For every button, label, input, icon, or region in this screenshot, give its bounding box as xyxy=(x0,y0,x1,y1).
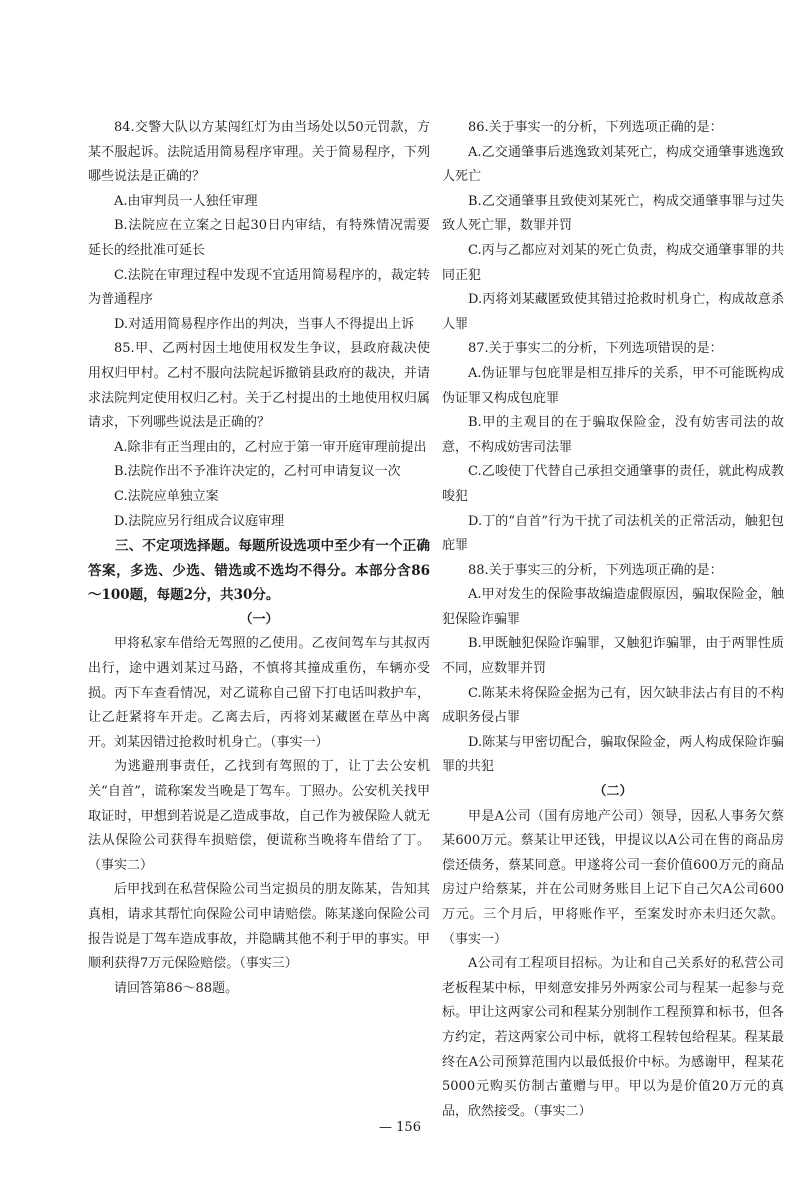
right-paragraph: C.丙与乙都应对刘某的死亡负责，构成交通肇事罪的共同正犯 xyxy=(442,242,784,283)
right-paragraph: B.甲既触犯保险诈骗罪，又触犯诈骗罪，由于两罪性质不同，应数罪并罚 xyxy=(442,636,784,677)
right-paragraph: A.伪证罪与包庇罪是相互排斥的关系，甲不可能既构成伪证罪又构成包庇罪 xyxy=(442,365,784,406)
right-paragraph: D.丙将刘某藏匿致使其错过抢救时机身亡，构成故意杀人罪 xyxy=(442,292,784,332)
right-paragraph: B.甲的主观目的在于骗取保险金，没有妨害司法的故意，不构成妨害司法罪 xyxy=(442,415,784,455)
right-paragraph: C.陈某未将保险金据为己有，因欠缺非法占有目的不构成职务侵占罪 xyxy=(442,685,784,726)
left-column xyxy=(88,116,430,1001)
left-paragraph: 为逃避刑事责任，乙找到有驾照的丁，让丁去公安机关“自首”，谎称案发当晚是丁驾车。丁照办。公安机关找甲取证时，甲想到若说是乙造成事故，自己作为被保险人就无法从保险公司获得车损赔偿，便谎称当晚将车借给了丁。（事实二） xyxy=(88,759,430,873)
left-paragraph: C.法院应单独立案 xyxy=(114,488,219,504)
right-paragraph: 86.关于事实一的分析，下列选项正确的是： xyxy=(468,120,723,135)
right-paragraph: A.甲对发生的保险事故编造虚假原因，骗取保险金，触犯保险诈骗罪 xyxy=(442,587,784,627)
right-paragraph: A公司有工程项目招标。为让和自己关系好的私营公司老板程某中标，甲刻意安排另外两家公司与程某一起参与竞标。甲让这两家公司和程某分别制作工程预算和标书，但各方约定，若这两家公司中标，就将工程转包给程某。程某最终在A公司预算范围内以最低报价中标。为感谢甲，程某花5000元购买仿制古董赠与甲。甲以为是价值20万元的真品，欣然接受。（事实二） xyxy=(442,956,784,1119)
left-paragraph: B.法院应在立案之日起30日内审结，有特殊情况需要延长的经批准可延长 xyxy=(88,218,430,258)
left-paragraph: 84.交警大队以方某闯红灯为由当场处以50元罚款，方某不服起诉。法院适用简易程序审理。关于简易程序，下列哪些说法是正确的？ xyxy=(88,120,430,185)
left-paragraph: 三、不定项选择题。每题所设选项中至少有一个正确答案，多选、少选、错选或不选均不得分。本部分含86～100题，每题2分，共30分。 xyxy=(88,538,430,604)
left-paragraph: B.法院作出不予准许决定的，乙村可申请复议一次 xyxy=(114,464,401,480)
right-paragraph: 87.关于事实二的分析，下列选项错误的是： xyxy=(468,341,723,357)
right-paragraph: 甲是A公司（国有房地产公司）领导，因私人事务欠蔡某600万元。蔡某让甲还钱，甲提议以A公司在售的商品房偿还债务，蔡某同意。甲遂将公司一套价值600万元的商品房过户给蔡某，并在公司财务账目上记下自己欠A公司600万元。三个月后，甲将账作平，至案发时亦未归还欠款。（事实一） xyxy=(442,808,784,947)
left-paragraph: 甲将私家车借给无驾照的乙使用。乙夜间驾车与其叔丙出行，途中遇刘某过马路，不慎将其撞成重伤，车辆亦受损。丙下车查看情况，对乙谎称自己留下打电话叫救护车，让乙赶紧将车开走。乙离去后，丙将刘某藏匿在草丛中离开。刘某因错过抢救时机身亡。（事实一） xyxy=(88,636,430,750)
right-paragraph: D.丁的“自首”行为干扰了司法机关的正常活动，触犯包庇罪 xyxy=(442,513,784,554)
page-number: — 156 xyxy=(379,1120,421,1135)
left-paragraph: D.对适用简易程序作出的判决，当事人不得提出上诉 xyxy=(114,316,415,332)
left-paragraph: C.法院在审理过程中发现不宜适用简易程序的，裁定转为普通程序 xyxy=(88,267,430,308)
right-paragraph: A.乙交通肇事后逃逸致刘某死亡，构成交通肇事逃逸致人死亡 xyxy=(442,144,784,185)
right-paragraph: （二） xyxy=(593,784,633,800)
left-paragraph: （一） xyxy=(239,611,279,627)
right-paragraph: C.乙唆使丁代替自己承担交通肇事的责任，就此构成教唆犯 xyxy=(442,464,784,504)
right-paragraph: B.乙交通肇事且致使刘某死亡，构成交通肇事罪与过失致人死亡罪，数罪并罚 xyxy=(442,193,784,234)
left-paragraph: D.法院应另行组成合议庭审理 xyxy=(114,513,285,529)
right-paragraph: 88.关于事实三的分析，下列选项正确的是： xyxy=(468,562,723,578)
right-paragraph: D.陈某与甲密切配合，骗取保险金，两人构成保险诈骗罪的共犯 xyxy=(442,734,784,775)
left-paragraph: 后甲找到在私营保险公司当定损员的朋友陈某，告知其真相，请求其帮忙向保险公司申请赔偿。陈某遂向保险公司报告说是丁驾车造成事故，并隐瞒其他不利于甲的事实。甲顺利获得7万元保险赔偿。（事实三） xyxy=(88,882,430,972)
left-paragraph: 请回答第86～88题。 xyxy=(114,980,239,996)
left-paragraph: 85.甲、乙两村因土地使用权发生争议，县政府裁决使用权归甲村。乙村不服向法院起诉撤销县政府的裁决，并请求法院判定使用权归乙村。关于乙村提出的土地使用权归属请求，下列哪些说法是正确的？ xyxy=(88,341,430,431)
right-column xyxy=(442,116,784,1124)
left-paragraph: A.除非有正当理由的，乙村应于第一审开庭审理前提出 xyxy=(114,439,427,455)
left-paragraph: A.由审判员一人独任审理 xyxy=(114,193,258,209)
